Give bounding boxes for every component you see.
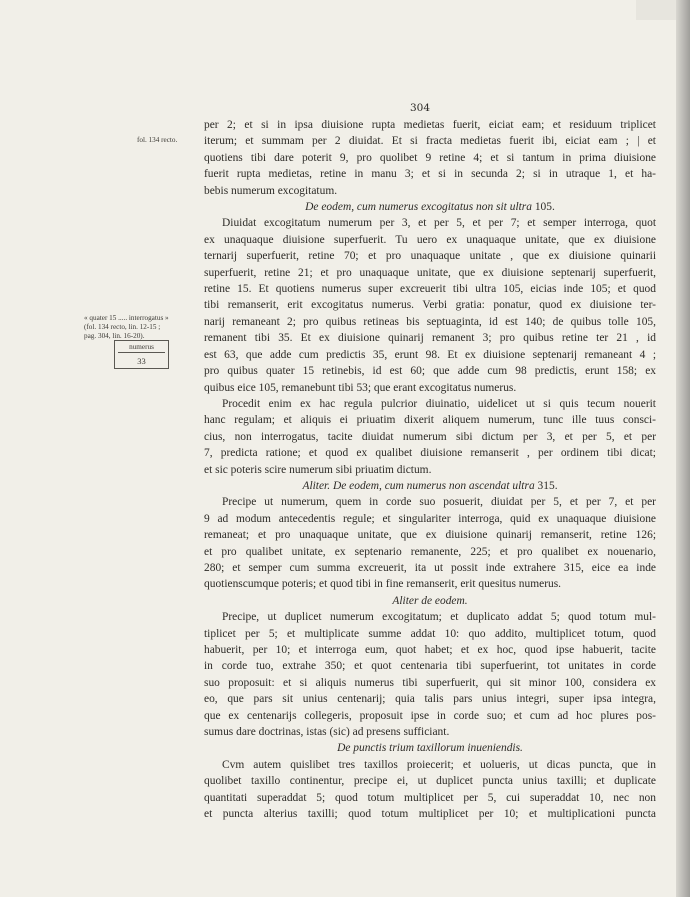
text-line: quibus eice 105, remanebunt tibi 53; que erant excogitatus numerus. xyxy=(204,381,517,394)
text-line: quantitati superaddat 5; quod totum multiplicet per 5, cui superaddat 10, nec non xyxy=(204,791,656,804)
text-line: pro quibus quater 15 retinebis, id est 60; que adde cum 98 predictis, erunt 158; ex xyxy=(204,365,656,378)
variant-line: « quater 15 ..... interrogatus » xyxy=(84,314,169,322)
text-line: cius, non interrogatus, tacite diuidat numerum sibi dictum per 3, et per 5, et per xyxy=(204,430,656,443)
text-line: ternarij superfuerit, retine 70; et pro unaquaque unitate , que ex diuisione quinarii xyxy=(204,250,656,263)
text-line: suo proposuit: et si aliquis numerus tibi superfuerit, qui sit minor 100, considera ex xyxy=(204,676,656,689)
text-line: 280; et semper cum summa excreuerit, ita ut possit inde extrahere 315, eice ea inde xyxy=(204,561,656,574)
heading-text: De punctis trium taxillorum inueniendis. xyxy=(337,742,523,755)
heading-text: De eodem, cum numerus excogitatus non sit ultra xyxy=(305,201,532,214)
text-line: 9 ad modum antecedentis regule; et singulariter interroga, quid ex unaquaque diuisione xyxy=(204,512,656,525)
text-line: Cvm autem quislibet tres taxillos proiecerit; et uolueris, ut dicas puncta, que in xyxy=(222,758,656,771)
text-line: in corde tuo, extrahe 350; et quot centenaria tibi superfuerint, tot unitates in corde xyxy=(204,660,656,673)
text-line: iterum; et summam per 2 diuidat. Et si fracta medietas fuerit ibi, eiciat eam ; | et xyxy=(204,135,656,148)
text-line: bebis numerum excogitatum. xyxy=(204,184,338,197)
margin-note-variant xyxy=(84,314,196,341)
text-line: et puncta alterius taxilli; quod totum multiplicet per 10; et multiplicationi puncta xyxy=(204,808,656,821)
numerus-value: 33 xyxy=(137,356,146,366)
text-line: remanent tibi 35. Et ex diuisione quinarij remanent 3; pro quibus retine ter 21 , id xyxy=(204,332,656,345)
numerus-label: numerus xyxy=(129,343,154,351)
text-line: quolibet taxillo continentur, precipe ei, ut duplicet puncta unius taxilli; et duplicate xyxy=(204,775,656,788)
page-corner xyxy=(636,0,676,20)
text-line: tiplicet per 5; et multiplicate summe addat 10: quo addito, multiplicet totum, quod xyxy=(204,627,656,640)
text-line: habuerit, per 10; et interroga eum, quot habet; et ex hoc, quod ipse habuerit, tacite xyxy=(204,644,656,656)
section-heading xyxy=(204,593,656,609)
text-line: superfuerit, retine 21; et pro unaquaque unitate, que ex diuisione septenarij superfuerit, xyxy=(204,266,656,279)
text-line: narij remaneant 2; pro quibus retineas bis septuaginta, id est 140; de quibus tolle 105, xyxy=(204,315,656,328)
main-text xyxy=(204,117,656,822)
heading-number: 315. xyxy=(537,479,558,492)
variant-line: pag. 304, lin. 16-20). xyxy=(84,332,145,340)
text-line: tibi remanserit, erit excogitatus numerus. Verbi gratia: ponatur, quod ex diuisione ter- xyxy=(204,299,656,312)
text-line: ex unaquaque diuisione superfuerit. Tu uero ex unaquaque unitate, que ex diuisione xyxy=(204,233,656,246)
text-line: Precipe, ut duplicet numerum excogitatum; et duplicato addat 5; quod totum mul- xyxy=(222,611,656,624)
numerus-box xyxy=(114,340,169,369)
text-line: sumus dare doctrinas, istas (sic) ad presens sufficiant. xyxy=(204,726,450,739)
text-line: quotiens tibi dare poterit 9, pro quolibet 9 retine 4; et si tantum in prima diuisione xyxy=(204,151,656,164)
text-line: remaneat; et pro unaquaque unitate, que ex diuisione quinarij remanserit, retine 126; xyxy=(204,529,656,542)
section-heading xyxy=(204,740,656,756)
text-line: hanc regulam; et aliquis ei priuatim dixerit aliquem numerum, tunc ille tuus consci- xyxy=(204,414,656,427)
page-number: 304 xyxy=(409,102,431,114)
text-line: fuerit rupta medietas, retine in manu 3; et si in secunda 2; si in utraque 1, et ha- xyxy=(204,168,656,181)
text-line: Precipe ut numerum, quem in corde suo posuerit, diuidat per 5, et per 7, et per xyxy=(222,496,656,509)
text-line: Diuidat excogitatum numerum per 3, et per 5, et per 7; et semper interroga, quot xyxy=(222,217,656,230)
box-divider xyxy=(118,352,165,353)
text-line: est 63, que adde cum predictis 35, erunt 98. Et ex diuisione septenarij remaneant 4 ; xyxy=(204,348,656,361)
text-line: retine 15. Et quotiens numerus super excreuerit tibi ultra 105, eicias inde 105; et quod xyxy=(204,283,656,296)
folio-reference: fol. 134 recto. xyxy=(137,136,178,144)
text-line: quotienscumque poteris; et quod tibi in fine remanserit, erit quesitus numerus. xyxy=(204,578,562,591)
heading-number: 105. xyxy=(534,201,555,214)
section-heading xyxy=(204,478,656,494)
section-heading xyxy=(204,199,656,215)
page-edge xyxy=(676,0,690,897)
text-line: Procedit enim ex hac regula pulcrior diuinatio, uidelicet ut si quis tecum nouerit xyxy=(222,397,656,410)
text-line: per 2; et si in ipsa diuisione rupta medietas fuerit, eiciat eam; et residuum triplicet xyxy=(204,119,656,131)
text-line: que ex centenarijs collegeris, proposuit ipse in corde suo; et cum ad hoc plures pos- xyxy=(204,709,656,722)
heading-text: Aliter. De eodem, cum numerus non ascendat ultra xyxy=(302,479,535,492)
text-line: eo, que pars sit unius centenarij; quia talis pars unius integri, super ipsa integra, xyxy=(204,693,656,706)
margin-note-folio xyxy=(137,136,197,145)
heading-text: Aliter de eodem. xyxy=(392,594,468,607)
variant-line: (fol. 134 recto, lin. 12-15 ; xyxy=(84,323,161,331)
text-line: et sic poteris scire numerum sibi priuatim dictum. xyxy=(204,463,432,476)
text-line: et pro qualibet unitate, ex septenario remanente, 225; et pro qualibet ex nouenario, xyxy=(204,545,656,558)
text-line: 7, predicta ratione; et quod ex qualibet diuisione remanserit , per ordinem tibi dicat; xyxy=(204,447,656,460)
